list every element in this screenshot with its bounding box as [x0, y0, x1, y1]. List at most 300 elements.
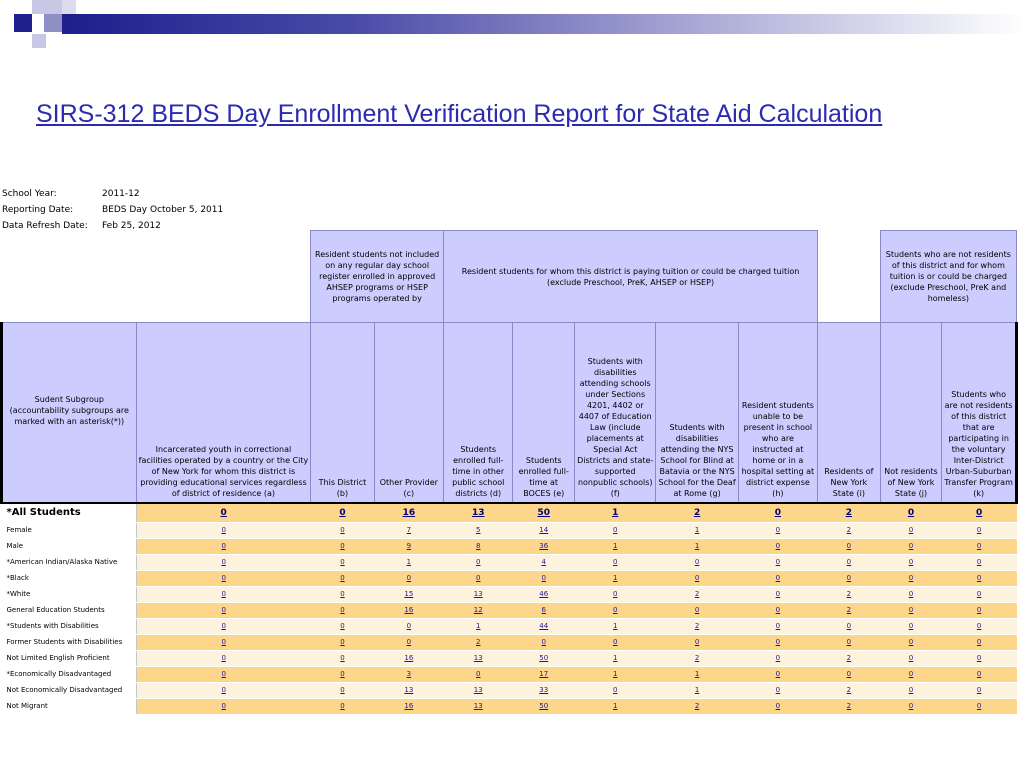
count-link[interactable]: 0	[976, 702, 982, 710]
count-link[interactable]: 0	[340, 638, 345, 646]
count-link[interactable]: 0	[613, 590, 618, 598]
count-link[interactable]: 0	[976, 670, 982, 678]
count-link[interactable]: 16	[404, 606, 414, 614]
count-link[interactable]: 0	[694, 558, 700, 566]
count-link[interactable]: 0	[846, 670, 852, 678]
count-cell	[311, 570, 374, 586]
count-link[interactable]: 0	[406, 638, 412, 646]
count-link[interactable]: 2	[694, 654, 700, 662]
count-link[interactable]: 0	[221, 638, 226, 646]
count-link[interactable]: 2	[694, 702, 700, 710]
count-link[interactable]: 0	[340, 526, 345, 534]
table-row	[2, 538, 1023, 554]
count-link[interactable]: 0	[613, 606, 618, 614]
count-cell	[374, 650, 443, 666]
count-cell	[513, 503, 575, 523]
count-link[interactable]: 0	[976, 526, 982, 534]
table-row	[2, 522, 1023, 538]
blank-cell	[818, 231, 881, 323]
count-cell	[818, 586, 881, 602]
count-link[interactable]: 0	[340, 558, 345, 566]
row-label: *All Students	[2, 503, 137, 523]
column-header: Students with disabilities attending schools under Sections 4201, 4402 or 4407 of Education Law (include placements at Special Act Districts and state-supported nonpublic schools) (f)	[575, 323, 656, 503]
count-cell	[818, 538, 881, 554]
count-cell	[880, 634, 942, 650]
count-link[interactable]: 0	[221, 670, 226, 678]
count-link[interactable]: 50	[537, 507, 550, 518]
table-row	[2, 634, 1023, 650]
count-cell	[311, 586, 374, 602]
count-cell	[880, 522, 942, 538]
row-label: *Students with Disabilities	[2, 618, 137, 634]
count-cell	[374, 666, 443, 682]
count-link[interactable]: 1	[613, 622, 618, 630]
count-link[interactable]: 13	[471, 507, 485, 518]
count-link[interactable]: 36	[539, 542, 549, 550]
count-link[interactable]: 0	[976, 606, 982, 614]
count-link[interactable]: 0	[908, 590, 914, 598]
count-cell	[818, 698, 881, 714]
count-link[interactable]: 0	[221, 590, 226, 598]
count-cell	[513, 650, 575, 666]
count-link[interactable]: 0	[340, 670, 345, 678]
count-link[interactable]: 1	[612, 507, 619, 518]
count-link[interactable]: 0	[775, 542, 781, 550]
count-link[interactable]: 0	[476, 574, 481, 582]
count-link[interactable]: 0	[694, 638, 700, 646]
count-cell	[880, 682, 942, 698]
count-cell	[513, 522, 575, 538]
count-link[interactable]: 0	[775, 606, 781, 614]
count-cell	[513, 570, 575, 586]
count-cell	[444, 503, 513, 523]
count-cell	[880, 618, 942, 634]
count-link[interactable]: 2	[476, 638, 481, 646]
count-cell	[575, 634, 656, 650]
count-cell	[880, 602, 942, 618]
count-cell	[942, 618, 1017, 634]
row-label: Not Limited English Proficient	[2, 650, 137, 666]
count-link[interactable]: 15	[404, 590, 414, 598]
count-link[interactable]: 0	[775, 654, 781, 662]
count-cell	[738, 682, 817, 698]
count-cell	[311, 602, 374, 618]
count-link[interactable]: 0	[846, 542, 852, 550]
column-header: Resident students unable to be present in school who are instructed at home or in a hospital setting at district expense (h)	[738, 323, 817, 503]
count-link[interactable]: 0	[613, 526, 618, 534]
count-cell	[136, 586, 311, 602]
count-cell	[942, 554, 1017, 570]
count-cell	[942, 650, 1017, 666]
count-link[interactable]: 0	[775, 638, 781, 646]
table-row	[2, 682, 1023, 698]
table-row	[2, 698, 1023, 714]
group-header-nonresident: Students who are not residents of this district and for whom tuition is or could be charged (exclude Preschool, PreK and homeless)	[880, 231, 1016, 323]
count-cell	[942, 682, 1017, 698]
count-cell	[880, 666, 942, 682]
count-cell	[374, 586, 443, 602]
count-link[interactable]: 2	[693, 507, 701, 518]
count-link[interactable]: 0	[775, 558, 781, 566]
count-link[interactable]: 3	[406, 670, 412, 678]
count-link[interactable]: 0	[976, 686, 982, 694]
count-cell	[374, 698, 443, 714]
count-link[interactable]: 2	[846, 526, 852, 534]
count-link[interactable]: 0	[976, 590, 982, 598]
count-cell	[738, 602, 817, 618]
count-cell	[880, 698, 942, 714]
count-link[interactable]: 0	[339, 507, 346, 518]
count-cell	[444, 586, 513, 602]
count-link[interactable]: 0	[846, 574, 852, 582]
count-link[interactable]: 0	[976, 558, 982, 566]
count-cell	[880, 503, 942, 523]
count-link[interactable]: 0	[340, 590, 345, 598]
count-cell	[513, 538, 575, 554]
count-cell	[311, 538, 374, 554]
count-link[interactable]: 0	[221, 542, 226, 550]
count-cell	[942, 586, 1017, 602]
count-cell	[575, 666, 656, 682]
count-cell	[656, 554, 738, 570]
count-cell	[444, 634, 513, 650]
count-link[interactable]: 7	[406, 526, 412, 534]
count-link[interactable]: 13	[473, 702, 483, 710]
meta-value: BEDS Day October 5, 2011	[102, 205, 224, 215]
count-link[interactable]: 0	[908, 542, 914, 550]
count-cell	[942, 522, 1017, 538]
count-link[interactable]: 0	[340, 574, 345, 582]
count-cell	[444, 554, 513, 570]
count-link[interactable]: 0	[221, 558, 226, 566]
count-cell	[575, 503, 656, 523]
meta-row	[2, 186, 223, 202]
count-cell	[575, 698, 656, 714]
count-link[interactable]: 0	[774, 507, 782, 518]
count-cell	[136, 650, 311, 666]
column-header: Residents of New York State (i)	[818, 323, 881, 503]
count-link[interactable]: 0	[221, 702, 226, 710]
count-link[interactable]: 0	[613, 638, 618, 646]
count-cell	[374, 618, 443, 634]
count-link[interactable]: 0	[694, 574, 700, 582]
column-header: Other Provider (c)	[374, 323, 443, 503]
count-link[interactable]: 2	[846, 686, 852, 694]
count-cell	[136, 682, 311, 698]
count-cell	[738, 554, 817, 570]
count-link[interactable]: 8	[476, 542, 481, 550]
count-link[interactable]: 1	[694, 686, 700, 694]
count-link[interactable]: 4	[541, 558, 546, 566]
count-cell	[513, 602, 575, 618]
count-link[interactable]: 14	[539, 526, 549, 534]
count-link[interactable]: 0	[221, 574, 226, 582]
count-cell	[444, 538, 513, 554]
count-link[interactable]: 1	[613, 654, 618, 662]
count-link[interactable]: 0	[221, 654, 226, 662]
table-body	[2, 503, 1023, 715]
count-cell	[738, 634, 817, 650]
count-cell	[374, 682, 443, 698]
count-cell	[942, 570, 1017, 586]
column-header: Students enrolled full-time at BOCES (e)	[513, 323, 575, 503]
column-header: Students enrolled full-time in other public school districts (d)	[444, 323, 513, 503]
count-cell	[880, 554, 942, 570]
count-cell	[942, 503, 1017, 523]
column-header: Students who are not residents of this district that are participating in the voluntary Inter-District Urban-Suburban Transfer Program (k)	[942, 323, 1017, 503]
row-label: *White	[2, 586, 137, 602]
table-row	[2, 503, 1023, 523]
row-label: Not Economically Disadvantaged	[2, 682, 137, 698]
count-link[interactable]: 0	[613, 686, 618, 694]
count-link[interactable]: 0	[541, 574, 546, 582]
count-link[interactable]: 1	[613, 542, 618, 550]
count-cell	[513, 666, 575, 682]
count-cell	[575, 538, 656, 554]
count-link[interactable]: 50	[539, 702, 549, 710]
count-link[interactable]: 13	[473, 654, 483, 662]
count-link[interactable]: 0	[541, 638, 546, 646]
count-link[interactable]: 50	[539, 654, 549, 662]
count-cell	[444, 650, 513, 666]
count-cell	[513, 682, 575, 698]
count-link[interactable]: 13	[473, 686, 483, 694]
count-cell	[513, 618, 575, 634]
count-link[interactable]: 0	[775, 702, 781, 710]
count-link[interactable]: 0	[476, 558, 481, 566]
count-link[interactable]: 16	[404, 702, 414, 710]
count-cell	[656, 586, 738, 602]
count-link[interactable]: 16	[404, 654, 414, 662]
count-cell	[818, 634, 881, 650]
count-link[interactable]: 1	[694, 526, 700, 534]
header-gradient-bar	[62, 14, 1024, 34]
report-meta	[2, 186, 223, 234]
count-cell	[311, 666, 374, 682]
count-link[interactable]: 0	[908, 622, 914, 630]
count-link[interactable]: 46	[539, 590, 549, 598]
count-cell	[311, 650, 374, 666]
count-link[interactable]: 0	[775, 686, 781, 694]
count-link[interactable]: 0	[406, 574, 412, 582]
count-link[interactable]: 2	[846, 702, 852, 710]
count-cell	[738, 666, 817, 682]
count-link[interactable]: 1	[406, 558, 412, 566]
count-link[interactable]: 0	[613, 558, 618, 566]
column-header: Incarcerated youth in correctional facilities operated by a country or the City of New York for whom this district is providing educational services regardless of district of residence (a)	[136, 323, 311, 503]
column-header-row	[2, 323, 1023, 503]
meta-value: 2011-12	[102, 189, 140, 199]
table-row	[2, 650, 1023, 666]
count-cell	[136, 618, 311, 634]
count-cell	[738, 503, 817, 523]
count-cell	[656, 666, 738, 682]
count-link[interactable]: 0	[340, 686, 345, 694]
count-link[interactable]: 1	[694, 670, 700, 678]
count-link[interactable]: 6	[541, 606, 546, 614]
count-link[interactable]: 9	[406, 542, 412, 550]
count-link[interactable]: 0	[340, 654, 345, 662]
count-cell	[656, 698, 738, 714]
count-link[interactable]: 0	[846, 558, 852, 566]
count-link[interactable]: 0	[908, 686, 914, 694]
count-cell	[136, 666, 311, 682]
count-link[interactable]: 0	[775, 670, 781, 678]
count-link[interactable]: 0	[908, 558, 914, 566]
count-link[interactable]: 0	[907, 507, 915, 518]
count-link[interactable]: 2	[846, 590, 852, 598]
count-cell	[818, 650, 881, 666]
count-link[interactable]: 2	[846, 654, 852, 662]
count-cell	[311, 682, 374, 698]
count-link[interactable]: 0	[976, 507, 983, 518]
column-header: Sudent Subgroup (accountability subgroups are marked with an asterisk(*))	[2, 323, 137, 503]
count-cell	[444, 698, 513, 714]
count-link[interactable]: 0	[221, 686, 226, 694]
count-cell	[818, 503, 881, 523]
count-link[interactable]: 33	[539, 686, 549, 694]
count-link[interactable]: 12	[473, 606, 483, 614]
count-link[interactable]: 0	[908, 638, 914, 646]
count-cell	[656, 650, 738, 666]
count-link[interactable]: 0	[775, 590, 781, 598]
count-cell	[513, 634, 575, 650]
column-header: Not residents of New York State (j)	[880, 323, 942, 503]
deco-square	[14, 14, 32, 32]
count-link[interactable]: 0	[908, 606, 914, 614]
count-cell	[738, 522, 817, 538]
count-link[interactable]: 0	[775, 574, 781, 582]
count-cell	[311, 634, 374, 650]
table-row	[2, 602, 1023, 618]
count-link[interactable]: 44	[539, 622, 549, 630]
count-cell	[818, 666, 881, 682]
count-link[interactable]: 0	[775, 526, 781, 534]
count-link[interactable]: 1	[613, 574, 618, 582]
count-link[interactable]: 0	[976, 638, 982, 646]
count-link[interactable]: 2	[694, 590, 700, 598]
count-link[interactable]: 13	[473, 590, 483, 598]
count-cell	[136, 634, 311, 650]
meta-label: Data Refresh Date:	[2, 221, 88, 231]
count-cell	[136, 538, 311, 554]
count-link[interactable]: 0	[221, 606, 226, 614]
count-link[interactable]: 0	[340, 622, 345, 630]
table-row	[2, 586, 1023, 602]
count-cell	[311, 618, 374, 634]
count-cell	[942, 666, 1017, 682]
deco-square	[62, 0, 76, 14]
count-link[interactable]: 16	[402, 507, 416, 518]
count-link[interactable]: 0	[340, 702, 345, 710]
count-link[interactable]: 2	[694, 622, 700, 630]
count-link[interactable]: 0	[340, 542, 345, 550]
count-cell	[575, 570, 656, 586]
count-cell	[942, 698, 1017, 714]
count-cell	[575, 522, 656, 538]
deco-square	[32, 0, 62, 14]
count-link[interactable]: 0	[694, 606, 700, 614]
count-link[interactable]: 0	[976, 542, 982, 550]
count-link[interactable]: 1	[613, 670, 618, 678]
count-cell	[656, 602, 738, 618]
count-link[interactable]: 17	[539, 670, 549, 678]
count-cell	[575, 602, 656, 618]
count-cell	[738, 538, 817, 554]
count-link[interactable]: 0	[846, 622, 852, 630]
count-cell	[374, 503, 443, 523]
count-link[interactable]: 0	[221, 622, 226, 630]
count-link[interactable]: 0	[846, 638, 852, 646]
count-cell	[374, 602, 443, 618]
slide-title[interactable]: SIRS-312 BEDS Day Enrollment Verification Report for State Aid Calculation	[36, 100, 883, 128]
count-cell	[311, 503, 374, 523]
count-link[interactable]: 0	[406, 622, 412, 630]
count-cell	[818, 570, 881, 586]
count-link[interactable]: 0	[908, 526, 914, 534]
count-cell	[942, 634, 1017, 650]
group-header-ahsep: Resident students not included on any regular day school register enrolled in approved AHSEP programs or HSEP programs operated by	[311, 231, 444, 323]
deco-square	[32, 34, 46, 48]
count-cell	[656, 634, 738, 650]
count-link[interactable]: 0	[976, 622, 982, 630]
count-link[interactable]: 0	[340, 606, 345, 614]
group-header-tuition: Resident students for whom this district is paying tuition or could be charged tuition (exclude Preschool, PreK, AHSEP or HSEP)	[444, 231, 818, 323]
table-row	[2, 570, 1023, 586]
count-cell	[444, 666, 513, 682]
count-link[interactable]: 2	[845, 507, 852, 518]
count-cell	[738, 570, 817, 586]
count-cell	[656, 570, 738, 586]
count-link[interactable]: 2	[846, 606, 852, 614]
count-link[interactable]: 0	[476, 670, 481, 678]
count-cell	[136, 602, 311, 618]
count-link[interactable]: 0	[976, 654, 982, 662]
column-header: This District (b)	[311, 323, 374, 503]
count-link[interactable]: 0	[908, 702, 914, 710]
count-cell	[136, 503, 311, 523]
count-cell	[311, 522, 374, 538]
count-cell	[374, 554, 443, 570]
count-link[interactable]: 0	[908, 574, 914, 582]
count-cell	[656, 503, 738, 523]
row-label: *Economically Disadvantaged	[2, 666, 137, 682]
count-link[interactable]: 0	[220, 507, 227, 518]
count-cell	[818, 522, 881, 538]
count-cell	[136, 554, 311, 570]
count-cell	[575, 554, 656, 570]
count-cell	[444, 682, 513, 698]
count-link[interactable]: 13	[404, 686, 414, 694]
count-link[interactable]: 1	[694, 542, 700, 550]
count-cell	[880, 538, 942, 554]
count-link[interactable]: 1	[613, 702, 618, 710]
count-link[interactable]: 0	[976, 574, 982, 582]
count-link[interactable]: 5	[476, 526, 481, 534]
count-link[interactable]: 0	[221, 526, 226, 534]
row-label: Female	[2, 522, 137, 538]
count-cell	[818, 618, 881, 634]
count-link[interactable]: 0	[908, 654, 914, 662]
count-link[interactable]: 0	[908, 670, 914, 678]
row-label: Male	[2, 538, 137, 554]
count-cell	[738, 698, 817, 714]
count-cell	[880, 570, 942, 586]
count-link[interactable]: 1	[476, 622, 481, 630]
count-cell	[513, 554, 575, 570]
count-cell	[374, 634, 443, 650]
count-link[interactable]: 0	[775, 622, 781, 630]
